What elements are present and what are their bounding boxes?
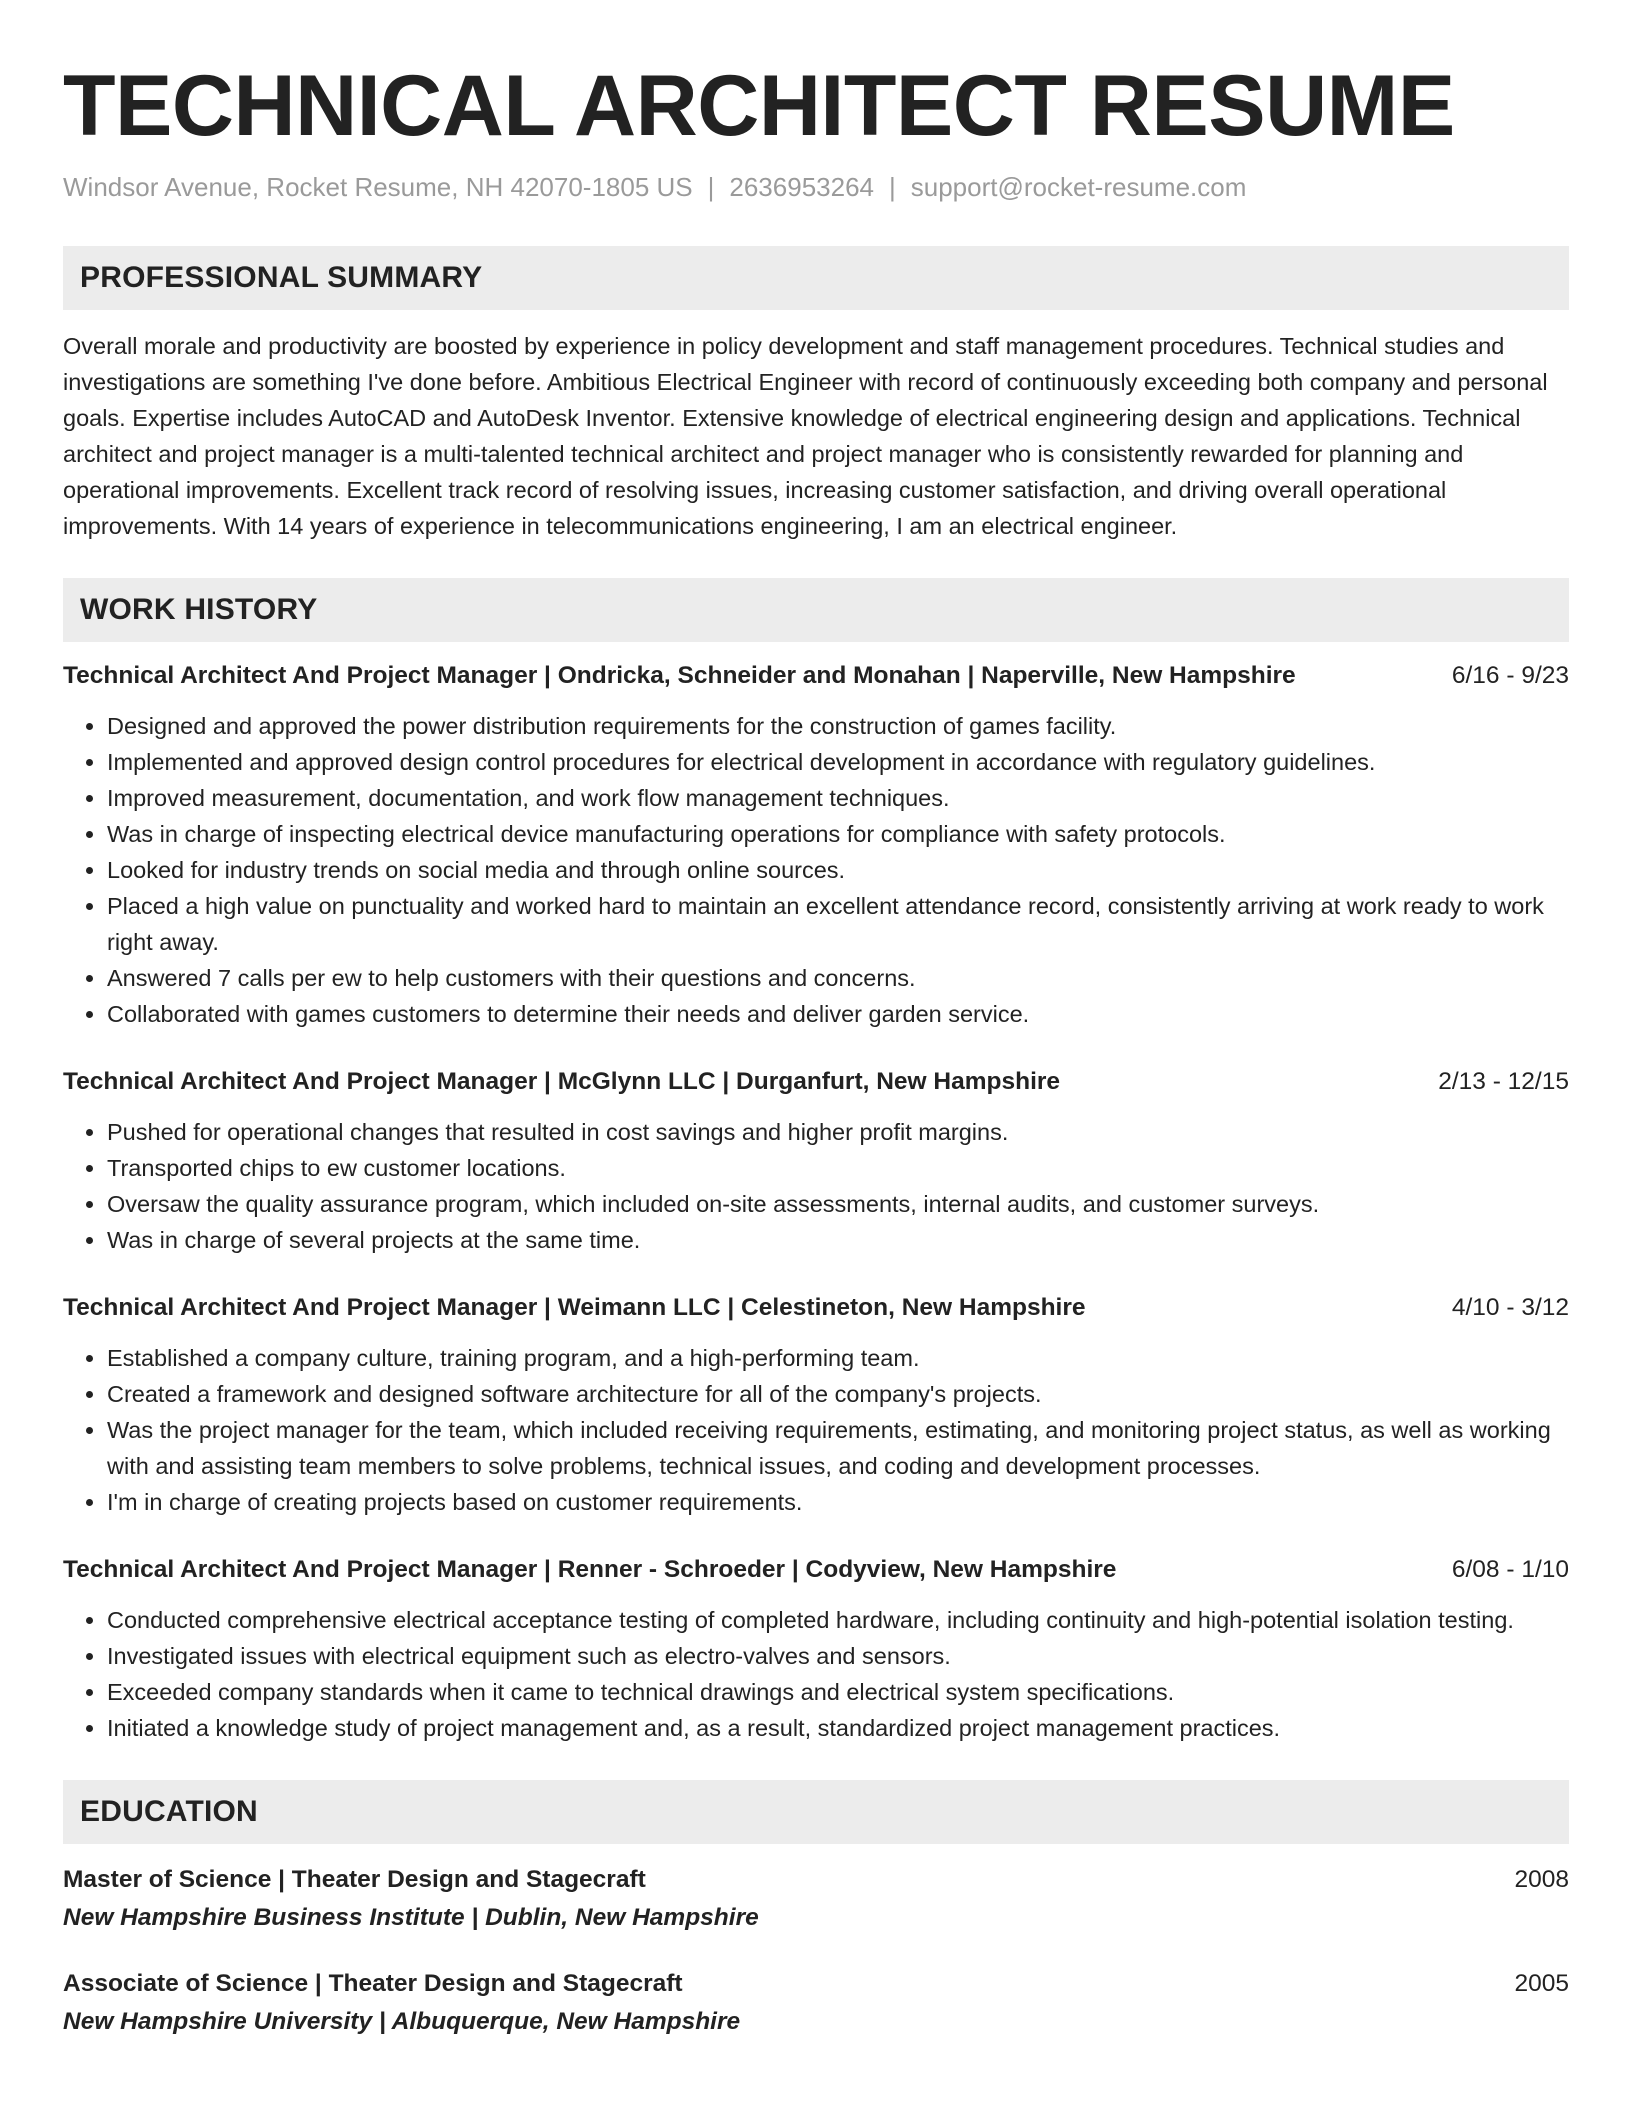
job-title: Technical Architect And Project Manager | Renner - Schroeder | Codyview, New Hampshire [63, 1556, 1117, 1583]
education-degree: Associate of Science | Theater Design and Stagecraft [63, 1970, 683, 1997]
job-bullet: • Established a company culture, training program, and a high-performing team. [107, 1340, 1569, 1376]
job-header [63, 658, 1569, 694]
job-date: 4/10 - 3/12 [1451, 1294, 1569, 1321]
job-bullet: • Implemented and approved design control procedures for electrical development in accordance with regulatory guidelines. [107, 744, 1569, 780]
job-title: Technical Architect And Project Manager | Ondricka, Schneider and Monahan | Naperville, New Hampshire [63, 662, 1296, 689]
education-year: 2005 [1514, 1970, 1569, 1997]
job-bullet: • Collaborated with games customers to determine their needs and deliver garden service. [107, 996, 1569, 1032]
job-bullets [63, 1340, 1569, 1520]
job-bullet: • Created a framework and designed software architecture for all of the company's projects. [107, 1376, 1569, 1412]
education-header [63, 1966, 1569, 2002]
work-history-heading: WORK HISTORY [63, 578, 1569, 642]
job-bullet: • Improved measurement, documentation, and work flow management techniques. [107, 780, 1569, 816]
job-bullet: • Looked for industry trends on social media and through online sources. [107, 852, 1569, 888]
job-date: 6/16 - 9/23 [1451, 662, 1569, 689]
contact-address: Windsor Avenue, Rocket Resume, NH 42070-1805 US [63, 172, 693, 202]
job-header [63, 1552, 1569, 1588]
job-bullets [63, 1602, 1569, 1746]
job-date: 6/08 - 1/10 [1451, 1556, 1569, 1583]
job-entry [63, 1064, 1569, 1258]
job-bullet: • I'm in charge of creating projects based on customer requirements. [107, 1484, 1569, 1520]
job-bullet: • Conducted comprehensive electrical acceptance testing of completed hardware, including continuity and high-potential isolation testing. [107, 1602, 1569, 1638]
job-bullet: • Was the project manager for the team, which included receiving requirements, estimating, and monitoring project status, as well as working with and assisting team members to solve problems, technical issues, and coding and development processes. [107, 1412, 1569, 1484]
job-bullet: • Investigated issues with electrical equipment such as electro-valves and sensors. [107, 1638, 1569, 1674]
resume-title: TECHNICAL ARCHITECT RESUME [63, 58, 1455, 154]
job-bullet: • Oversaw the quality assurance program, which included on-site assessments, internal audits, and customer surveys. [107, 1186, 1569, 1222]
education-school: New Hampshire University | Albuquerque, New Hampshire [63, 2008, 741, 2035]
job-header [63, 1290, 1569, 1326]
job-bullet: • Was in charge of several projects at the same time. [107, 1222, 1569, 1258]
job-bullet: • Designed and approved the power distribution requirements for the construction of games facility. [107, 708, 1569, 744]
job-date: 2/13 - 12/15 [1438, 1068, 1569, 1095]
contact-email: support@rocket-resume.com [910, 172, 1247, 202]
education-degree: Master of Science | Theater Design and Stagecraft [63, 1866, 646, 1893]
education-header [63, 1862, 1569, 1898]
job-title: Technical Architect And Project Manager | Weimann LLC | Celestineton, New Hampshire [63, 1294, 1086, 1321]
education-entry [63, 1862, 1569, 1938]
job-bullet: • Pushed for operational changes that resulted in cost savings and higher profit margins. [107, 1114, 1569, 1150]
job-bullet: • Placed a high value on punctuality and worked hard to maintain an excellent attendance record, consistently arriving at work ready to work right away. [107, 888, 1569, 960]
job-bullets [63, 708, 1569, 1032]
summary-text: Overall morale and productivity are boosted by experience in policy development and staff management procedures. Technical studies and investigations are something I've done before. Ambitious Electrical Engineer with record of continuously exceeding both company and personal goals. Expertise includes AutoCAD and AutoDesk Inventor. Extensive knowledge of electrical engineering design and applications. Technical architect and project manager is a multi-talented technical architect and project manager who is consistently rewarded for planning and operational improvements. Excellent track record of resolving issues, increasing customer satisfaction, and driving overall operational improvements. With 14 years of experience in telecommunications engineering, I am an electrical engineer. [63, 333, 1548, 539]
contact-separator: | [889, 172, 896, 202]
job-bullets [63, 1114, 1569, 1258]
contact-line [63, 170, 1569, 204]
job-title: Technical Architect And Project Manager | McGlynn LLC | Durganfurt, New Hampshire [63, 1068, 1061, 1095]
job-bullet: • Was in charge of inspecting electrical device manufacturing operations for compliance with safety protocols. [107, 816, 1569, 852]
job-header [63, 1064, 1569, 1100]
contact-separator: | [707, 172, 715, 202]
job-bullet: • Answered 7 calls per ew to help customers with their questions and concerns. [107, 960, 1569, 996]
job-entry [63, 1552, 1569, 1746]
job-bullet: • Transported chips to ew customer locations. [107, 1150, 1569, 1186]
job-entry [63, 658, 1569, 1032]
education-school: New Hampshire Business Institute | Dublin, New Hampshire [63, 1904, 759, 1931]
education-entry [63, 1966, 1569, 2042]
summary-heading: PROFESSIONAL SUMMARY [63, 246, 1569, 310]
job-bullet: • Exceeded company standards when it came to technical drawings and electrical system specifications. [107, 1674, 1569, 1710]
contact-phone: 2636953264 [729, 172, 874, 202]
education-year: 2008 [1514, 1866, 1569, 1893]
job-entry [63, 1290, 1569, 1520]
education-heading: EDUCATION [63, 1780, 1569, 1844]
job-bullet: • Initiated a knowledge study of project management and, as a result, standardized project management practices. [107, 1710, 1569, 1746]
